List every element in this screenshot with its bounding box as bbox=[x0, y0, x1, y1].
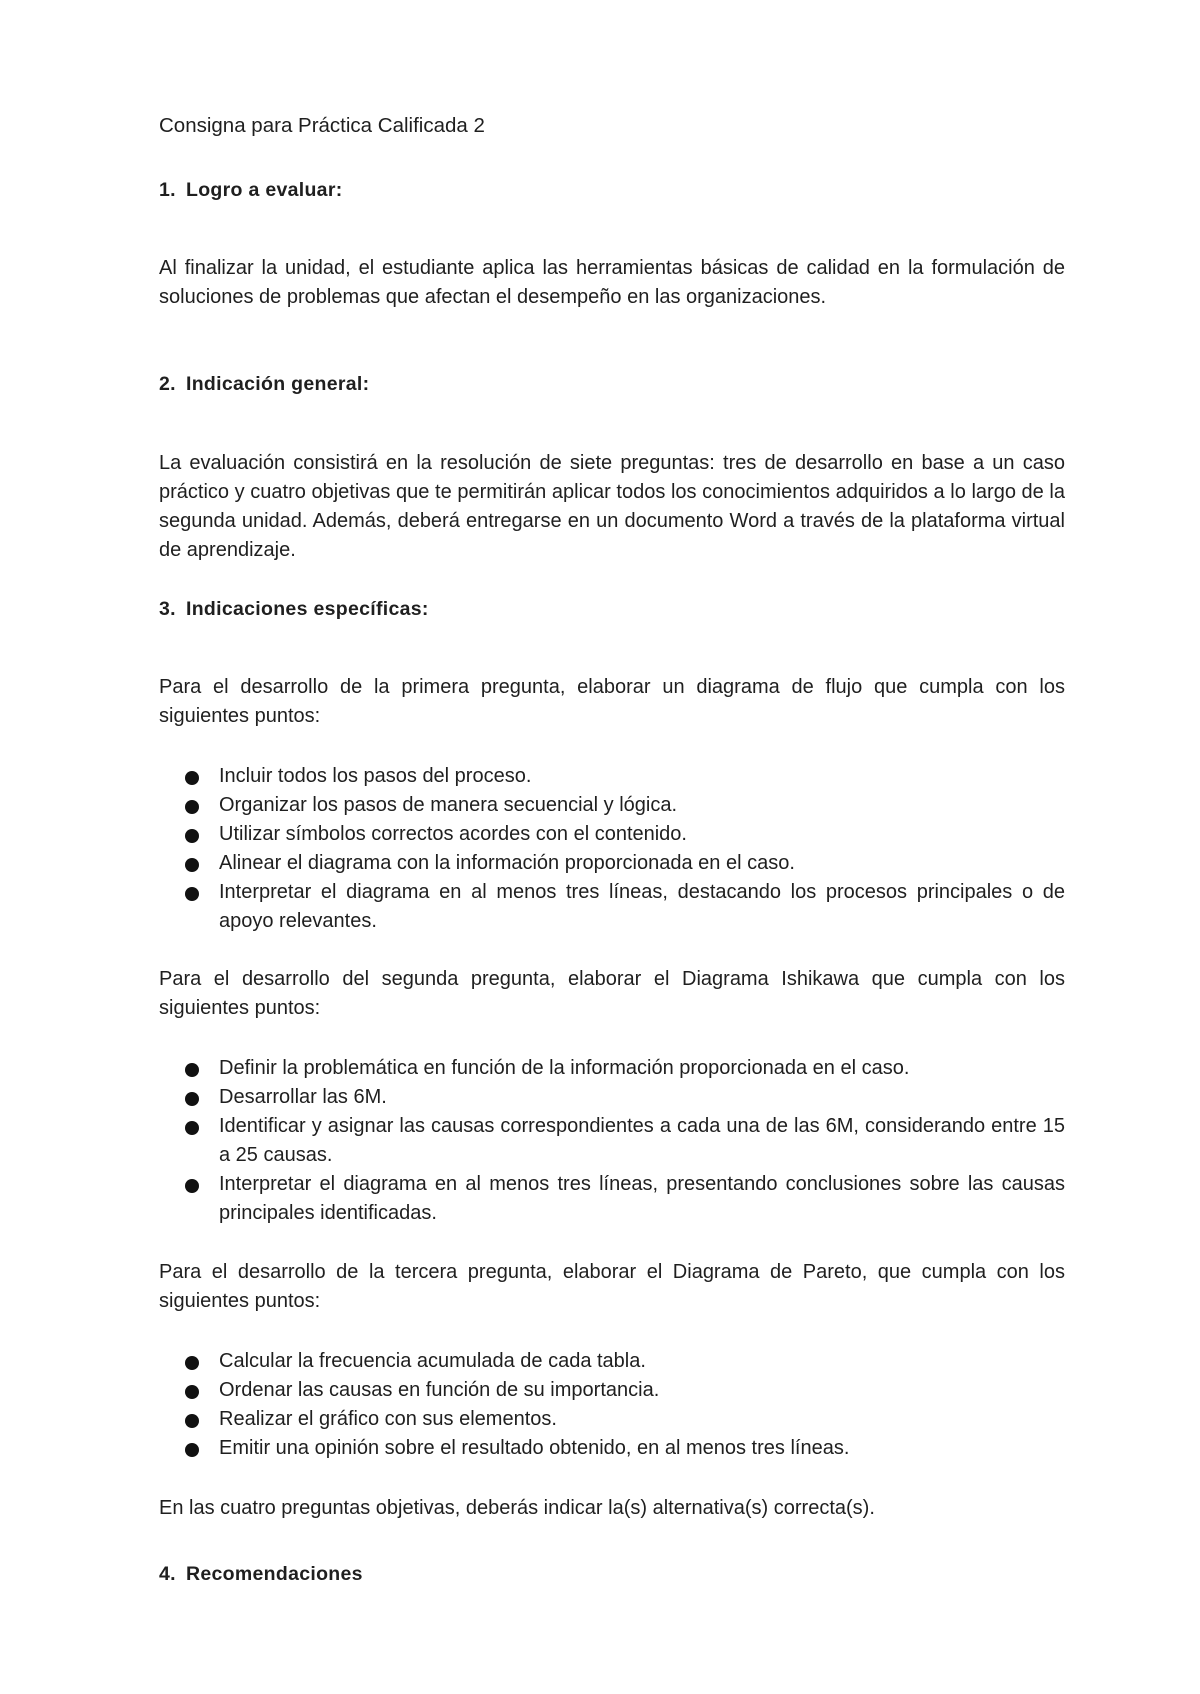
logro-paragraph: Al finalizar la unidad, el estudiante aplica las herramientas básicas de calidad en la formulación de soluciones de problemas que afectan el desempeño en las organizaciones. bbox=[159, 257, 1065, 308]
list-item: Incluir todos los pasos del proceso. bbox=[159, 762, 1065, 791]
list-item: Identificar y asignar las causas correspondientes a cada una de las 6M, considerando entre 15 a 25 causas. bbox=[159, 1112, 1065, 1170]
bullet-icon bbox=[185, 887, 199, 901]
objective-paragraph: En las cuatro preguntas objetivas, deberás indicar la(s) alternativa(s) correcta(s). bbox=[159, 1497, 875, 1519]
question2-list bbox=[159, 1054, 1065, 1228]
bullet-icon bbox=[185, 771, 199, 785]
section-title: Logro a evaluar: bbox=[186, 179, 343, 201]
list-item: Realizar el gráfico con sus elementos. bbox=[159, 1405, 1065, 1434]
list-item: Definir la problemática en función de la información proporcionada en el caso. bbox=[159, 1054, 1065, 1083]
section-number: 2. bbox=[159, 373, 176, 395]
section-title: Indicaciones específicas: bbox=[186, 598, 429, 620]
section-number: 3. bbox=[159, 598, 176, 620]
question1-intro: Para el desarrollo de la primera pregunta, elaborar un diagrama de flujo que cumpla con los siguientes puntos: bbox=[159, 676, 1065, 727]
bullet-icon bbox=[185, 858, 199, 872]
section-title: Recomendaciones bbox=[186, 1563, 363, 1585]
section-heading-recomendaciones bbox=[159, 1560, 1065, 1589]
section-heading-especificas bbox=[159, 595, 1065, 624]
bullet-icon bbox=[185, 800, 199, 814]
list-item: Alinear el diagrama con la información proporcionada en el caso. bbox=[159, 849, 1065, 878]
list-item: Utilizar símbolos correctos acordes con el contenido. bbox=[159, 820, 1065, 849]
indicacion-paragraph: La evaluación consistirá en la resolución de siete preguntas: tres de desarrollo en base a un caso práctico y cuatro objetivas que te permitirán aplicar todos los conocimientos adquiridos a lo largo de la segunda unidad. Además, deberá entregarse en un documento Word a través de la plataforma virtual de aprendizaje. bbox=[159, 452, 1065, 561]
document-title: Consigna para Práctica Calificada 2 bbox=[159, 114, 485, 137]
list-item: Emitir una opinión sobre el resultado obtenido, en al menos tres líneas. bbox=[159, 1434, 1065, 1463]
bullet-icon bbox=[185, 1385, 199, 1399]
bullet-icon bbox=[185, 1443, 199, 1457]
question1-list bbox=[159, 762, 1065, 936]
question3-list bbox=[159, 1347, 1065, 1463]
bullet-icon bbox=[185, 1179, 199, 1193]
section-heading-indicacion bbox=[159, 370, 1065, 399]
list-item: Calcular la frecuencia acumulada de cada tabla. bbox=[159, 1347, 1065, 1376]
bullet-icon bbox=[185, 1414, 199, 1428]
bullet-icon bbox=[185, 1092, 199, 1106]
bullet-icon bbox=[185, 1356, 199, 1370]
bullet-icon bbox=[185, 1063, 199, 1077]
bullet-icon bbox=[185, 1121, 199, 1135]
question3-intro: Para el desarrollo de la tercera pregunta, elaborar el Diagrama de Pareto, que cumpla con los siguientes puntos: bbox=[159, 1261, 1065, 1312]
section-heading-logro bbox=[159, 176, 1065, 205]
section-number: 1. bbox=[159, 179, 176, 201]
bullet-icon bbox=[185, 829, 199, 843]
section-number: 4. bbox=[159, 1563, 176, 1585]
section-title: Indicación general: bbox=[186, 373, 370, 395]
list-item: Interpretar el diagrama en al menos tres líneas, presentando conclusiones sobre las causas principales identificadas. bbox=[159, 1170, 1065, 1228]
list-item: Desarrollar las 6M. bbox=[159, 1083, 1065, 1112]
list-item: Interpretar el diagrama en al menos tres líneas, destacando los procesos principales o de apoyo relevantes. bbox=[159, 878, 1065, 936]
list-item: Ordenar las causas en función de su importancia. bbox=[159, 1376, 1065, 1405]
question2-intro: Para el desarrollo del segunda pregunta, elaborar el Diagrama Ishikawa que cumpla con los siguientes puntos: bbox=[159, 968, 1065, 1019]
list-item: Organizar los pasos de manera secuencial y lógica. bbox=[159, 791, 1065, 820]
